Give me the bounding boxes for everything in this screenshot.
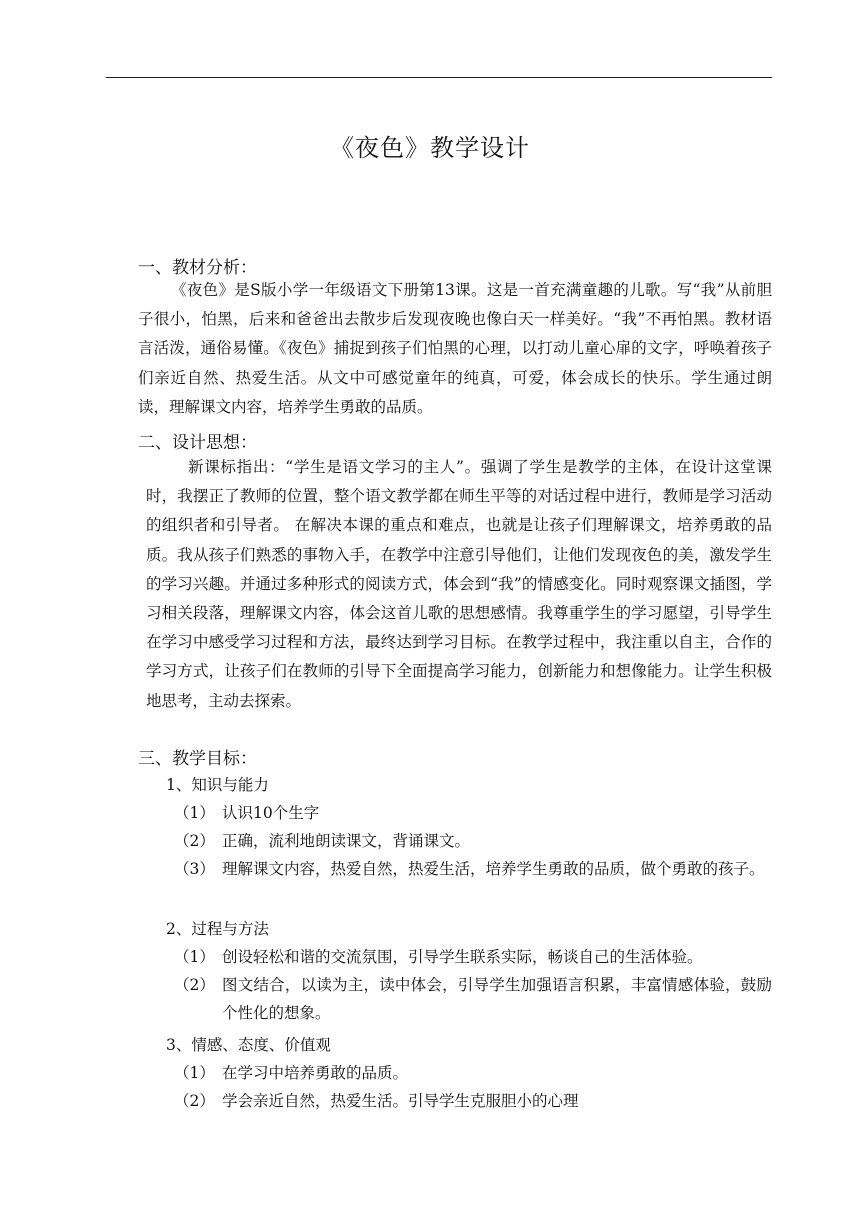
header-rule xyxy=(106,77,772,78)
document-title: 《夜色》教学设计 xyxy=(330,134,530,162)
section-heading-objectives: 三、教学目标： xyxy=(138,749,257,769)
item-text: 认识10个生字 xyxy=(222,804,320,822)
item-number: （1） xyxy=(174,1064,215,1082)
item-text: 学会亲近自然，热爱生活。引导学生克服胆小的心理 xyxy=(222,1092,579,1110)
design-paragraph: 新课标指出：“学生是语文学习的主人”。强调了学生是教学的主体，在设计这堂课时，我摆正了教师的位置，整个语文教学都在师生平等的对话过程中进行，教师是学习活动的组织者和引导者。 在解决本课的重点和难点，也就是让孩子们理解课文，培养勇敢的品质。我从孩子们熟悉的事物入手，在教学中注意引导他们，让他们发现夜色的美，激发学生的学习兴趣。并通过多种形式的阅读方式，体会到“我”的情感变化。同时观察课文插图，学习相关段落，理解课文内容，体会这首儿歌的思想感情。我尊重学生的学习愿望，引导学生在学习中感受学习过程和方法，最终达到学习目标。在教学过程中，我注重以自主，合作的学习方式，让孩子们在教师的引导下全面提高学习能力，创新能力和想像能力。让学生积极地思考，主动去探索。 xyxy=(146,458,772,710)
objective-item xyxy=(174,943,772,971)
objective-item xyxy=(174,855,772,883)
item-number: （2） xyxy=(174,976,215,994)
objective-item xyxy=(174,971,772,1027)
item-text: 理解课文内容，热爱自然，热爱生活，培养学生勇敢的品质，做个勇敢的孩子。 xyxy=(222,860,765,878)
item-number: （2） xyxy=(174,1092,215,1110)
item-text: 在学习中培养勇敢的品质。 xyxy=(222,1064,409,1082)
objective-item xyxy=(174,1087,772,1115)
objective-group-title: 2、过程与方法 xyxy=(166,920,269,938)
analysis-paragraph: 《夜色》是S版小学一年级语文下册第13课。这是一首充满童趣的儿歌。写“我”从前胆子很小，怕黑，后来和爸爸出去散步后发现夜晚也像白天一样美好。“我”不再怕黑。教材语言活泼，通俗易懂。《夜色》捕捉到孩子们怕黑的心理，以打动儿童心扉的文字，呼唤着孩子们亲近自然、热爱生活。从文中可感觉童年的纯真，可爱，体会成长的快乐。学生通过朗读，理解课文内容，培养学生勇敢的品质。 xyxy=(138,281,772,416)
objective-group-title: 1、知识与能力 xyxy=(166,776,269,794)
item-number: （3） xyxy=(174,860,215,878)
section-heading-design: 二、设计思想： xyxy=(138,433,257,453)
objective-item xyxy=(174,827,772,855)
section-heading-analysis: 一、教材分析： xyxy=(138,258,257,278)
objective-item xyxy=(174,799,772,827)
item-text: 创设轻松和谐的交流氛围，引导学生联系实际，畅谈自己的生活体验。 xyxy=(222,948,703,966)
objective-group-title: 3、情感、态度、价值观 xyxy=(166,1036,331,1054)
item-number: （1） xyxy=(174,804,215,822)
objective-item xyxy=(174,1059,772,1087)
item-number: （2） xyxy=(174,832,215,850)
item-number: （1） xyxy=(174,948,215,966)
item-text: 正确，流利地朗读课文，背诵课文。 xyxy=(222,832,471,850)
item-text: 图文结合，以读为主，读中体会，引导学生加强语言积累，丰富情感体验，鼓励个性化的想象。 xyxy=(222,976,772,1022)
